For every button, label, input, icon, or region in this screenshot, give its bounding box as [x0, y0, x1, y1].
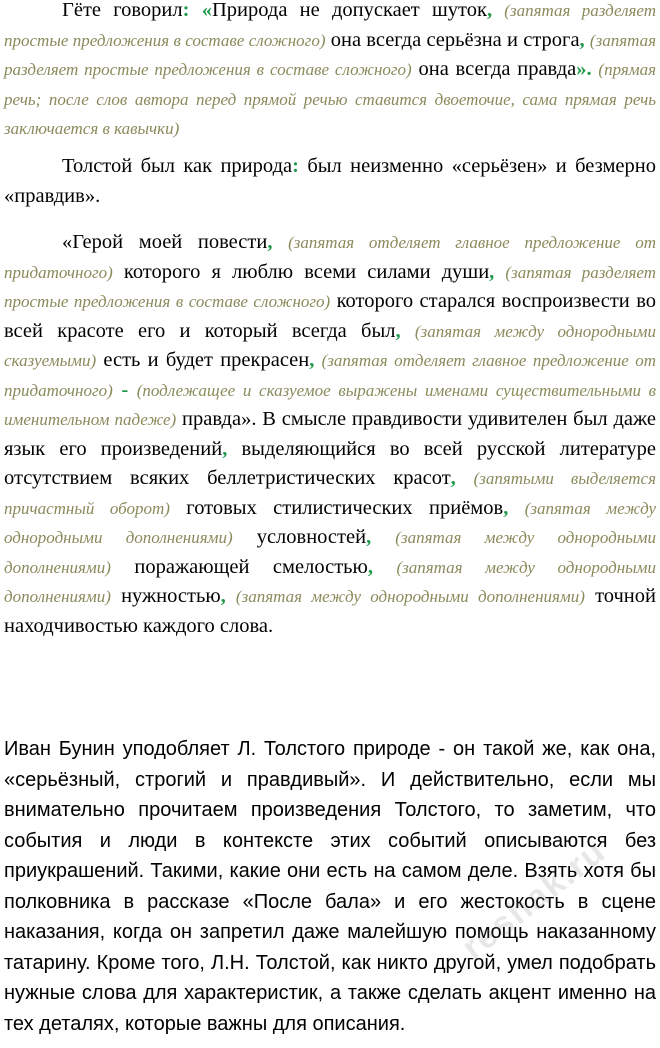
paragraph-bunin-analysis: [0, 734, 660, 1039]
highlighted-punctuation: ,: [220, 585, 226, 607]
paragraph-hero-quote: [0, 228, 660, 641]
text-run: [456, 467, 474, 489]
text-run: которого я люблю всеми силами души: [112, 260, 490, 283]
text-run: [272, 231, 288, 253]
highlighted-punctuation: -: [121, 378, 129, 401]
text-run: [492, 0, 504, 21]
highlighted-punctuation: ,: [267, 231, 273, 253]
highlighted-punctuation: ,: [367, 555, 373, 578]
highlighted-punctuation: ,: [309, 349, 315, 371]
text-run: Гёте говорил: [62, 0, 183, 21]
grammar-note: (запятая между однородными дополнениями): [4, 528, 656, 577]
text-run: [314, 349, 321, 371]
text-run: [508, 497, 524, 519]
text-run: [371, 526, 395, 548]
text-run: нужностью: [110, 585, 221, 607]
text-run: [128, 379, 137, 401]
grammar-note: (запятая между однородными сказуемыми): [4, 321, 656, 370]
highlighted-punctuation: ».: [576, 58, 592, 80]
text-run: выделяющийся во всей русской литературе отсутствием всяких беллетристических красот: [4, 437, 656, 489]
grammar-note: (подлежащее и сказуемое выражены именами существительными в именительном падеже): [4, 380, 657, 429]
highlighted-punctuation: :: [292, 155, 299, 177]
text-run: правда». В смысле правдивости удивителен был даже язык его произведений: [4, 408, 656, 460]
grammar-note: (запятая разделяет простые предложения в составе сложного): [4, 1, 656, 50]
text-run: точной находчивостью каждого слова.: [4, 585, 656, 637]
watermark-logo: reshak.ru: [454, 831, 614, 968]
highlighted-punctuation: ,: [489, 260, 495, 283]
text-run: был неизменно «серьёзен» и безмерно «правдив».: [4, 155, 656, 207]
grammar-note: (запятая между однородными дополнениями): [4, 498, 657, 547]
highlighted-punctuation: : «: [182, 0, 212, 21]
grammar-note: (запятая разделяет простые предложения в составе сложного): [4, 30, 657, 79]
highlighted-punctuation: ,: [395, 319, 401, 342]
text-run: [494, 261, 505, 283]
grammar-note: (запятая отделяет главное предложение от придаточного): [4, 351, 656, 400]
text-run: она всегда серьёзна и строга: [325, 28, 580, 51]
highlighted-punctuation: ,: [222, 437, 228, 460]
text-run: есть и будет прекрасен: [96, 349, 310, 371]
text-run: условностей: [232, 526, 367, 548]
text-run: [373, 556, 397, 578]
highlighted-punctuation: ,: [503, 496, 509, 519]
text-run: «Герой моей повести: [62, 231, 268, 253]
text-run: которого старался воспроизвести во всей красоте его и который всегда был: [4, 290, 656, 342]
text-run: [401, 320, 415, 342]
grammar-note: (запятая отделяет главное предложение от придаточного): [4, 233, 656, 282]
text-run: Иван Бунин уподобляет Л. Толстого природе - он такой же, как она, «серьёзный, строгий и правдивый». И действительно, если мы внимательно прочитаем произведения Толстого, то заметим, что события и люди в контексте этих событий описываются без приукрашений. Такими, какие они есть на самом деле. Взять хотя бы полковника в рассказе «После бала» и его жестокость в сцене наказания, когда он запретил даже малейшую помощь наказанному татарину. Кроме того, Л.Н. Толстой, как никто другой, умел подобрать нужные слова для характеристик, а также сделать акцент именно на тех деталях, которые важны для описания.: [4, 738, 656, 1035]
grammar-note: (прямая речь; после слов автора перед прямой речью ставится двоеточие, сама прямая речь заключается в кавычки): [4, 60, 656, 138]
text-run: поражающей смелостью: [110, 555, 368, 578]
grammar-note: (запятыми выделяется причастный оборот): [4, 469, 656, 518]
highlighted-punctuation: ,: [450, 467, 456, 489]
highlighted-punctuation: ,: [579, 28, 585, 51]
grammar-note: (запятая разделяет простые предложения в составе сложного): [4, 262, 657, 311]
text-run: она всегда правда: [411, 58, 577, 80]
text-run: Природа не допускает шуток: [211, 0, 487, 21]
text-run: [226, 585, 236, 607]
grammar-note: (запятая между однородными дополнениями): [4, 557, 656, 606]
highlighted-punctuation: ,: [366, 526, 372, 548]
text-run: Толстой был как природа: [62, 155, 293, 177]
grammar-note: (запятая между однородными дополнениями): [235, 587, 585, 606]
paragraph-goethe-quote: [0, 0, 660, 144]
text-run: готовых стилистических приёмов: [169, 496, 504, 519]
paragraph-tolstoy-nature: [0, 152, 660, 211]
highlighted-punctuation: ,: [486, 0, 493, 21]
